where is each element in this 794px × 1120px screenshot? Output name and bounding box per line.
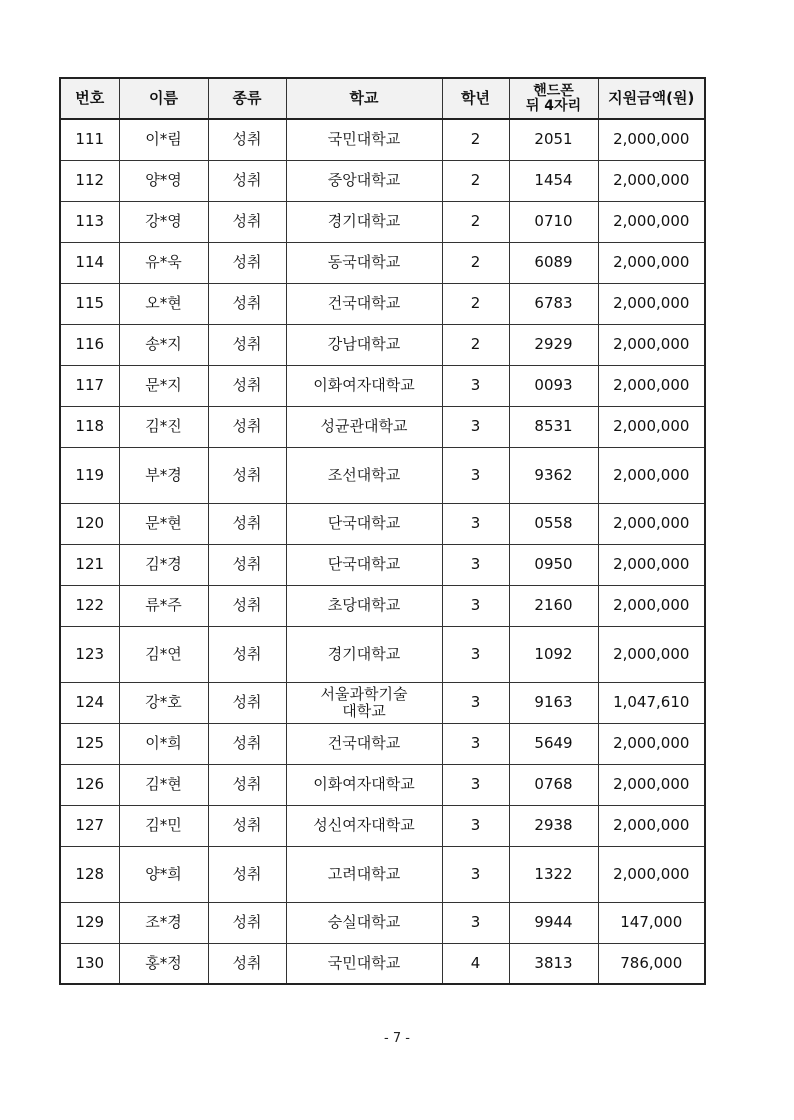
cell-school: 경기대학교	[286, 201, 442, 242]
cell-school	[286, 682, 442, 723]
cell-amount: 2,000,000	[598, 447, 705, 503]
cell-name: 김*민	[119, 805, 208, 846]
cell-phone: 9944	[509, 902, 598, 943]
cell-name: 조*경	[119, 902, 208, 943]
cell-grade: 2	[442, 119, 509, 160]
table-row	[60, 503, 705, 544]
cell-school: 조선대학교	[286, 447, 442, 503]
cell-grade: 3	[442, 585, 509, 626]
cell-phone: 2160	[509, 585, 598, 626]
cell-phone: 0768	[509, 764, 598, 805]
cell-no: 129	[60, 902, 119, 943]
cell-type: 성취	[208, 406, 286, 447]
table-row	[60, 846, 705, 902]
cell-school: 이화여자대학교	[286, 764, 442, 805]
cell-no: 128	[60, 846, 119, 902]
cell-no: 119	[60, 447, 119, 503]
cell-grade: 3	[442, 626, 509, 682]
cell-amount: 2,000,000	[598, 723, 705, 764]
cell-phone: 3813	[509, 943, 598, 984]
cell-grade: 3	[442, 365, 509, 406]
cell-school: 건국대학교	[286, 723, 442, 764]
cell-amount: 2,000,000	[598, 365, 705, 406]
table-row	[60, 943, 705, 984]
cell-no: 121	[60, 544, 119, 585]
cell-type: 성취	[208, 902, 286, 943]
cell-phone: 9163	[509, 682, 598, 723]
table-row	[60, 365, 705, 406]
table-row	[60, 902, 705, 943]
cell-type: 성취	[208, 764, 286, 805]
cell-name: 이*림	[119, 119, 208, 160]
cell-amount: 2,000,000	[598, 626, 705, 682]
cell-grade: 2	[442, 242, 509, 283]
cell-no: 125	[60, 723, 119, 764]
cell-no: 124	[60, 682, 119, 723]
cell-type: 성취	[208, 846, 286, 902]
cell-school: 국민대학교	[286, 119, 442, 160]
cell-type: 성취	[208, 283, 286, 324]
cell-no: 114	[60, 242, 119, 283]
table-row	[60, 585, 705, 626]
cell-phone: 2051	[509, 119, 598, 160]
cell-phone: 2938	[509, 805, 598, 846]
cell-name: 강*영	[119, 201, 208, 242]
header-name: 이름	[119, 78, 208, 119]
cell-name: 김*진	[119, 406, 208, 447]
cell-name: 김*현	[119, 764, 208, 805]
cell-type: 성취	[208, 365, 286, 406]
cell-name: 홍*정	[119, 943, 208, 984]
cell-school: 성신여자대학교	[286, 805, 442, 846]
cell-grade: 3	[442, 764, 509, 805]
cell-type: 성취	[208, 324, 286, 365]
cell-amount: 2,000,000	[598, 805, 705, 846]
cell-school: 건국대학교	[286, 283, 442, 324]
cell-no: 127	[60, 805, 119, 846]
header-phone-line2: 뒤 4자리	[525, 97, 582, 114]
cell-name: 이*희	[119, 723, 208, 764]
cell-amount: 786,000	[598, 943, 705, 984]
cell-phone: 1322	[509, 846, 598, 902]
table-row	[60, 406, 705, 447]
table-row	[60, 160, 705, 201]
cell-grade: 3	[442, 503, 509, 544]
table-row	[60, 544, 705, 585]
cell-grade: 2	[442, 160, 509, 201]
cell-type: 성취	[208, 201, 286, 242]
header-no: 번호	[60, 78, 119, 119]
cell-type: 성취	[208, 160, 286, 201]
cell-name: 강*호	[119, 682, 208, 723]
cell-school: 성균관대학교	[286, 406, 442, 447]
cell-school: 이화여자대학교	[286, 365, 442, 406]
header-phone-line1: 핸드폰	[533, 82, 574, 99]
cell-name: 양*영	[119, 160, 208, 201]
cell-type: 성취	[208, 503, 286, 544]
cell-no: 122	[60, 585, 119, 626]
header-phone	[509, 78, 598, 119]
cell-amount: 2,000,000	[598, 324, 705, 365]
cell-grade: 3	[442, 544, 509, 585]
table-row	[60, 805, 705, 846]
cell-no: 112	[60, 160, 119, 201]
cell-type: 성취	[208, 242, 286, 283]
cell-phone: 2929	[509, 324, 598, 365]
cell-amount: 2,000,000	[598, 242, 705, 283]
cell-amount: 2,000,000	[598, 119, 705, 160]
cell-type: 성취	[208, 723, 286, 764]
table-row	[60, 682, 705, 723]
cell-phone: 0093	[509, 365, 598, 406]
table-row	[60, 119, 705, 160]
cell-school: 초당대학교	[286, 585, 442, 626]
cell-phone: 6783	[509, 283, 598, 324]
table-row	[60, 764, 705, 805]
cell-school: 단국대학교	[286, 503, 442, 544]
cell-school: 단국대학교	[286, 544, 442, 585]
header-grade: 학년	[442, 78, 509, 119]
cell-school: 숭실대학교	[286, 902, 442, 943]
cell-amount: 2,000,000	[598, 764, 705, 805]
page-number: - 7 -	[384, 1031, 410, 1046]
cell-type: 성취	[208, 447, 286, 503]
table-header-row	[60, 78, 705, 119]
cell-no: 118	[60, 406, 119, 447]
cell-name: 류*주	[119, 585, 208, 626]
table-row	[60, 447, 705, 503]
cell-phone: 1092	[509, 626, 598, 682]
cell-type: 성취	[208, 943, 286, 984]
table-row	[60, 283, 705, 324]
cell-phone: 5649	[509, 723, 598, 764]
cell-no: 130	[60, 943, 119, 984]
cell-no: 123	[60, 626, 119, 682]
cell-amount: 2,000,000	[598, 585, 705, 626]
cell-type: 성취	[208, 544, 286, 585]
cell-grade: 2	[442, 324, 509, 365]
cell-name: 김*경	[119, 544, 208, 585]
cell-name: 김*연	[119, 626, 208, 682]
cell-name: 문*현	[119, 503, 208, 544]
cell-phone: 0950	[509, 544, 598, 585]
cell-type: 성취	[208, 805, 286, 846]
cell-no: 113	[60, 201, 119, 242]
cell-grade: 2	[442, 201, 509, 242]
cell-amount: 1,047,610	[598, 682, 705, 723]
cell-amount: 2,000,000	[598, 160, 705, 201]
cell-name: 문*지	[119, 365, 208, 406]
cell-type: 성취	[208, 682, 286, 723]
cell-phone: 0710	[509, 201, 598, 242]
cell-no: 117	[60, 365, 119, 406]
cell-phone: 0558	[509, 503, 598, 544]
cell-phone: 9362	[509, 447, 598, 503]
table-row	[60, 723, 705, 764]
cell-no: 126	[60, 764, 119, 805]
cell-grade: 3	[442, 406, 509, 447]
cell-no: 111	[60, 119, 119, 160]
cell-type: 성취	[208, 119, 286, 160]
cell-school-line1: 서울과학기술	[320, 684, 408, 703]
cell-grade: 3	[442, 846, 509, 902]
header-amount: 지원금액(원)	[598, 78, 705, 119]
cell-type: 성취	[208, 626, 286, 682]
cell-grade: 3	[442, 682, 509, 723]
cell-grade: 4	[442, 943, 509, 984]
cell-school-line2: 대학교	[342, 701, 386, 720]
cell-type: 성취	[208, 585, 286, 626]
cell-grade: 2	[442, 283, 509, 324]
cell-amount: 2,000,000	[598, 406, 705, 447]
cell-school: 강남대학교	[286, 324, 442, 365]
cell-grade: 3	[442, 805, 509, 846]
header-type: 종류	[208, 78, 286, 119]
cell-name: 부*경	[119, 447, 208, 503]
cell-phone: 1454	[509, 160, 598, 201]
cell-name: 오*현	[119, 283, 208, 324]
cell-amount: 2,000,000	[598, 283, 705, 324]
cell-amount: 2,000,000	[598, 503, 705, 544]
cell-grade: 3	[442, 902, 509, 943]
cell-school: 중앙대학교	[286, 160, 442, 201]
cell-school: 고려대학교	[286, 846, 442, 902]
cell-no: 120	[60, 503, 119, 544]
cell-name: 유*욱	[119, 242, 208, 283]
table-row	[60, 242, 705, 283]
table-row	[60, 324, 705, 365]
cell-phone: 8531	[509, 406, 598, 447]
cell-no: 116	[60, 324, 119, 365]
cell-grade: 3	[442, 447, 509, 503]
cell-school: 국민대학교	[286, 943, 442, 984]
cell-no: 115	[60, 283, 119, 324]
cell-amount: 2,000,000	[598, 544, 705, 585]
cell-amount: 147,000	[598, 902, 705, 943]
cell-name: 송*지	[119, 324, 208, 365]
cell-grade: 3	[442, 723, 509, 764]
scholarship-table	[59, 77, 706, 985]
cell-school: 동국대학교	[286, 242, 442, 283]
header-school: 학교	[286, 78, 442, 119]
cell-name: 양*희	[119, 846, 208, 902]
table-row	[60, 626, 705, 682]
cell-school: 경기대학교	[286, 626, 442, 682]
cell-amount: 2,000,000	[598, 201, 705, 242]
table-row	[60, 201, 705, 242]
cell-amount: 2,000,000	[598, 846, 705, 902]
cell-phone: 6089	[509, 242, 598, 283]
